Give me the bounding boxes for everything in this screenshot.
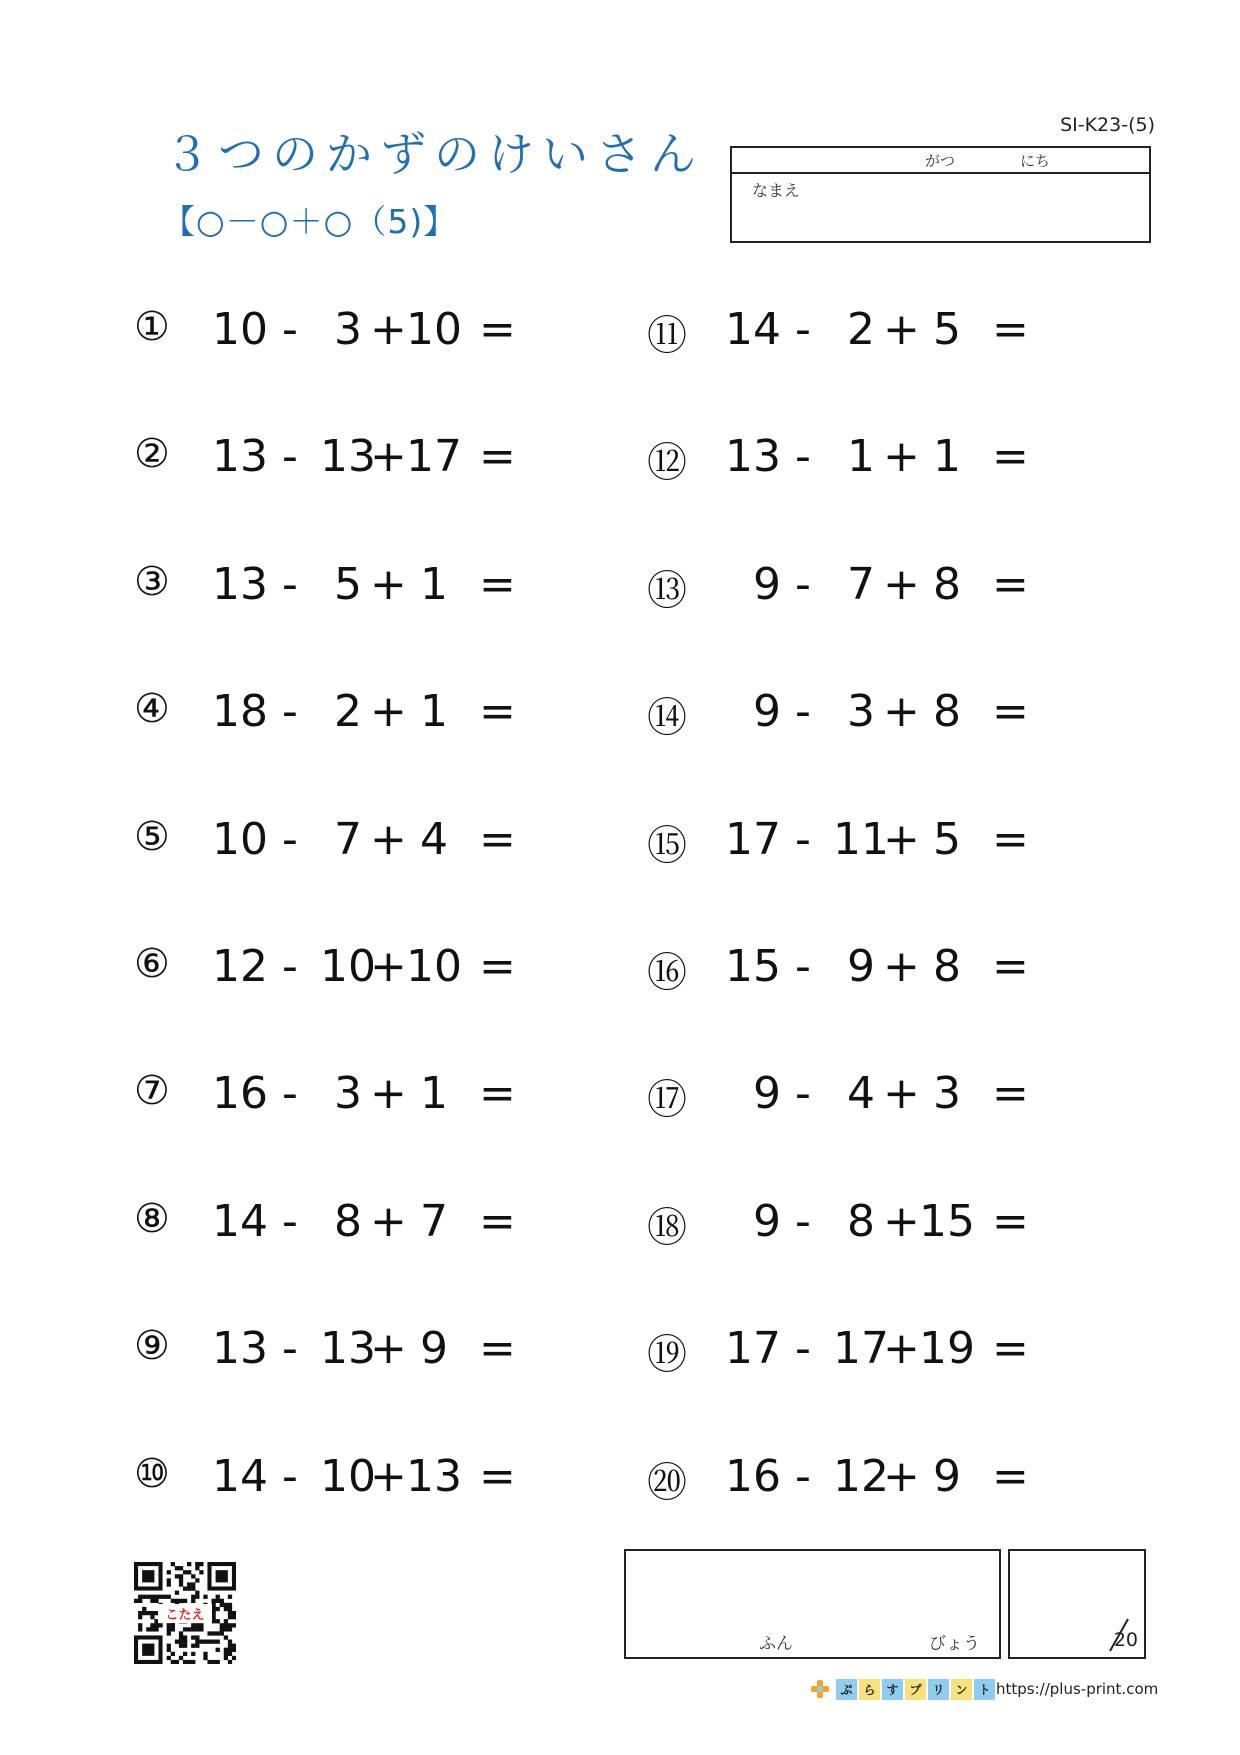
operand-b: 8 bbox=[334, 1195, 362, 1247]
plus-operator: + bbox=[883, 1450, 920, 1502]
operand-a: 9 bbox=[753, 558, 781, 610]
score-box[interactable] bbox=[1008, 1549, 1146, 1659]
equals-sign: = bbox=[992, 813, 1029, 865]
equals-sign: = bbox=[479, 941, 516, 992]
operand-a: 9 bbox=[753, 686, 781, 738]
operand-b: 2 bbox=[334, 686, 362, 738]
operand-b: 17 bbox=[833, 1323, 889, 1375]
operand-b: 2 bbox=[847, 304, 875, 355]
plus-operator: + bbox=[370, 1195, 407, 1247]
operand-a: 14 bbox=[725, 304, 781, 355]
equals-sign: = bbox=[479, 813, 516, 865]
operand-a: 18 bbox=[212, 686, 268, 738]
operand-b: 3 bbox=[334, 1068, 362, 1120]
logo-char: ト bbox=[974, 1679, 995, 1700]
minus-operator: - bbox=[282, 431, 298, 483]
minus-operator: - bbox=[795, 1068, 811, 1120]
site-url[interactable]: https://plus-print.com bbox=[996, 1680, 1159, 1698]
month-label: がつ bbox=[925, 152, 956, 170]
minus-operator: - bbox=[795, 304, 811, 355]
logo-char: す bbox=[882, 1679, 903, 1700]
problem-number: ⑯ bbox=[647, 950, 687, 996]
operand-a: 13 bbox=[212, 431, 268, 483]
minus-operator: - bbox=[795, 1323, 811, 1375]
operand-b: 7 bbox=[847, 558, 875, 610]
worksheet-subtitle: 【○－○＋○（5)】 bbox=[162, 202, 458, 241]
operand-b: 13 bbox=[320, 1323, 376, 1375]
score-total: 20 bbox=[1113, 1629, 1138, 1651]
plus-operator: + bbox=[370, 1450, 407, 1502]
problem-number: ⑥ bbox=[134, 941, 170, 987]
plus-operator: + bbox=[370, 558, 407, 610]
plus-operator: + bbox=[370, 941, 407, 992]
logo-char: リ bbox=[928, 1679, 949, 1700]
operand-b: 11 bbox=[833, 813, 889, 865]
problem-number: ⑮ bbox=[647, 822, 687, 869]
name-date-box[interactable] bbox=[730, 146, 1151, 243]
operand-c: 3 bbox=[933, 1068, 961, 1120]
equals-sign: = bbox=[992, 558, 1029, 610]
operand-c: 10 bbox=[406, 304, 462, 355]
qr-answer-label: こたえ bbox=[158, 1604, 212, 1623]
plus-operator: + bbox=[370, 431, 407, 483]
plus-operator: + bbox=[370, 304, 407, 355]
plus-operator: + bbox=[883, 1195, 920, 1247]
equals-sign: = bbox=[479, 1450, 516, 1502]
problem-number: ① bbox=[134, 304, 170, 350]
equals-sign: = bbox=[992, 304, 1029, 355]
operand-a: 9 bbox=[753, 1195, 781, 1247]
operand-a: 15 bbox=[725, 941, 781, 992]
minutes-label: ふん bbox=[759, 1634, 793, 1654]
minus-operator: - bbox=[795, 558, 811, 610]
operand-a: 13 bbox=[212, 1323, 268, 1375]
equals-sign: = bbox=[479, 1068, 516, 1120]
plus-operator: + bbox=[370, 686, 407, 738]
operand-b: 10 bbox=[320, 941, 376, 992]
operand-a: 17 bbox=[725, 813, 781, 865]
plus-operator: + bbox=[883, 1323, 920, 1375]
logo-char: ら bbox=[859, 1679, 880, 1700]
minus-operator: - bbox=[282, 1323, 298, 1375]
plus-operator: + bbox=[370, 813, 407, 865]
operand-b: 13 bbox=[320, 431, 376, 483]
brand-logo bbox=[810, 1677, 995, 1701]
operand-c: 15 bbox=[919, 1195, 975, 1247]
plus-operator: + bbox=[883, 431, 920, 483]
logo-char: ぷ bbox=[836, 1679, 857, 1700]
operand-c: 8 bbox=[933, 941, 961, 992]
problem-number: ② bbox=[134, 431, 170, 478]
operand-c: 5 bbox=[933, 304, 961, 355]
equals-sign: = bbox=[479, 304, 516, 355]
seconds-label: びょう bbox=[929, 1634, 980, 1654]
operand-b: 12 bbox=[833, 1450, 889, 1502]
problem-number: ⑱ bbox=[647, 1204, 687, 1251]
problem-number: ⑫ bbox=[647, 440, 687, 487]
name-label: なまえ bbox=[752, 181, 801, 200]
operand-c: 5 bbox=[933, 813, 961, 865]
operand-b: 7 bbox=[334, 813, 362, 865]
operand-c: 1 bbox=[933, 431, 961, 483]
minus-operator: - bbox=[282, 941, 298, 992]
operand-a: 10 bbox=[212, 813, 268, 865]
problem-number: ⑦ bbox=[134, 1068, 170, 1115]
operand-b: 4 bbox=[847, 1068, 875, 1120]
day-label: にち bbox=[1020, 152, 1051, 170]
problem-number: ⑭ bbox=[647, 695, 687, 742]
operand-b: 10 bbox=[320, 1450, 376, 1502]
minus-operator: - bbox=[282, 686, 298, 738]
problem-number: ⑰ bbox=[647, 1077, 687, 1124]
problem-number: ⑲ bbox=[647, 1332, 687, 1379]
operand-c: 7 bbox=[420, 1195, 448, 1247]
minus-operator: - bbox=[282, 813, 298, 865]
problem-number: ⑩ bbox=[134, 1450, 170, 1497]
minus-operator: - bbox=[282, 1195, 298, 1247]
operand-c: 9 bbox=[420, 1323, 448, 1375]
operand-b: 3 bbox=[847, 686, 875, 738]
plus-mascot-icon bbox=[810, 1679, 830, 1699]
operand-b: 5 bbox=[334, 558, 362, 610]
worksheet-title: ３つのかずのけいさん bbox=[164, 127, 704, 181]
operand-a: 14 bbox=[212, 1450, 268, 1502]
operand-c: 13 bbox=[406, 1450, 462, 1502]
logo-char: プ bbox=[905, 1679, 926, 1700]
minus-operator: - bbox=[795, 1195, 811, 1247]
problem-number: ⑤ bbox=[134, 813, 170, 860]
operand-b: 3 bbox=[334, 304, 362, 355]
minus-operator: - bbox=[795, 941, 811, 992]
equals-sign: = bbox=[479, 686, 516, 738]
plus-operator: + bbox=[370, 1068, 407, 1120]
equals-sign: = bbox=[479, 1323, 516, 1375]
problem-number: ⑬ bbox=[647, 567, 687, 614]
minus-operator: - bbox=[282, 558, 298, 610]
problem-number: ⑨ bbox=[134, 1323, 170, 1370]
problem-number: ⑳ bbox=[647, 1459, 687, 1506]
operand-a: 17 bbox=[725, 1323, 781, 1375]
time-box[interactable] bbox=[624, 1549, 1001, 1659]
operand-c: 1 bbox=[420, 686, 448, 738]
operand-c: 4 bbox=[420, 813, 448, 865]
equals-sign: = bbox=[479, 1195, 516, 1247]
equals-sign: = bbox=[992, 1195, 1029, 1247]
minus-operator: - bbox=[795, 813, 811, 865]
minus-operator: - bbox=[795, 1450, 811, 1502]
minus-operator: - bbox=[795, 686, 811, 738]
operand-b: 8 bbox=[847, 1195, 875, 1247]
logo-char: ン bbox=[951, 1679, 972, 1700]
operand-c: 1 bbox=[420, 1068, 448, 1120]
equals-sign: = bbox=[992, 1450, 1029, 1502]
minus-operator: - bbox=[282, 1450, 298, 1502]
operand-a: 12 bbox=[212, 941, 268, 992]
equals-sign: = bbox=[992, 431, 1029, 483]
operand-a: 10 bbox=[212, 304, 268, 355]
problem-number: ⑧ bbox=[134, 1195, 170, 1242]
problem-number: ③ bbox=[134, 558, 170, 605]
plus-operator: + bbox=[883, 1068, 920, 1120]
answer-qr-code[interactable] bbox=[134, 1562, 236, 1664]
operand-c: 8 bbox=[933, 558, 961, 610]
operand-a: 13 bbox=[725, 431, 781, 483]
operand-c: 1 bbox=[420, 558, 448, 610]
operand-c: 17 bbox=[406, 431, 462, 483]
equals-sign: = bbox=[992, 941, 1029, 992]
operand-a: 9 bbox=[753, 1068, 781, 1120]
equals-sign: = bbox=[992, 1323, 1029, 1375]
plus-operator: + bbox=[883, 813, 920, 865]
plus-operator: + bbox=[370, 1323, 407, 1375]
minus-operator: - bbox=[282, 1068, 298, 1120]
operand-a: 16 bbox=[725, 1450, 781, 1502]
operand-c: 9 bbox=[933, 1450, 961, 1502]
operand-c: 8 bbox=[933, 686, 961, 738]
minus-operator: - bbox=[282, 304, 298, 355]
plus-operator: + bbox=[883, 558, 920, 610]
operand-c: 10 bbox=[406, 941, 462, 992]
operand-a: 13 bbox=[212, 558, 268, 610]
plus-operator: + bbox=[883, 304, 920, 355]
equals-sign: = bbox=[992, 686, 1029, 738]
date-row bbox=[732, 148, 1149, 174]
operand-b: 1 bbox=[847, 431, 875, 483]
operand-a: 14 bbox=[212, 1195, 268, 1247]
plus-operator: + bbox=[883, 686, 920, 738]
operand-c: 19 bbox=[919, 1323, 975, 1375]
problem-number: ④ bbox=[134, 686, 170, 733]
minus-operator: - bbox=[795, 431, 811, 483]
operand-a: 16 bbox=[212, 1068, 268, 1120]
problem-number: ⑪ bbox=[647, 313, 687, 359]
equals-sign: = bbox=[479, 431, 516, 483]
plus-operator: + bbox=[883, 941, 920, 992]
operand-b: 9 bbox=[847, 941, 875, 992]
worksheet-code: SI-K23-(5) bbox=[1060, 114, 1155, 136]
equals-sign: = bbox=[479, 558, 516, 610]
equals-sign: = bbox=[992, 1068, 1029, 1120]
